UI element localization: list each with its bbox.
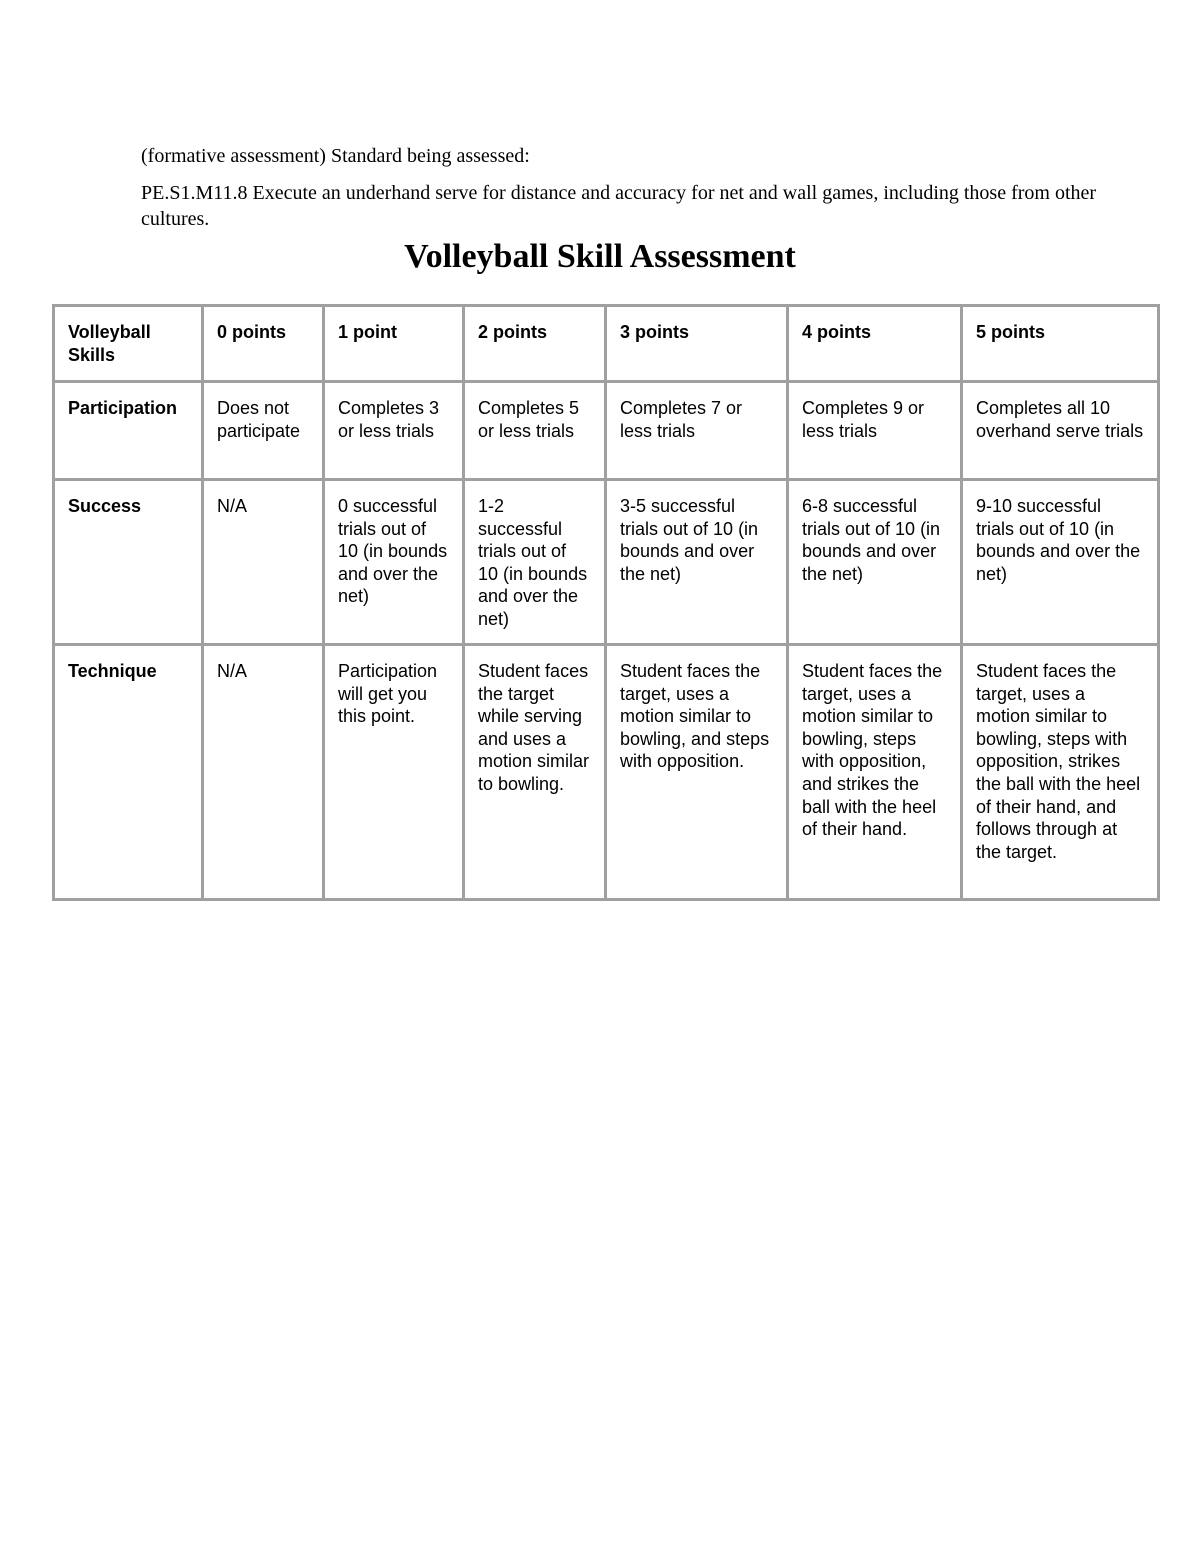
header-volleyball-skills: Volleyball Skills xyxy=(54,306,203,382)
header-1-point: 1 point xyxy=(324,306,464,382)
row-label-participation: Participation xyxy=(54,382,203,480)
table-cell: Completes 7 or less trials xyxy=(606,382,788,480)
table-row-technique xyxy=(54,645,1159,900)
header-2-points: 2 points xyxy=(464,306,606,382)
table-cell: Completes 3 or less trials xyxy=(324,382,464,480)
header-4-points: 4 points xyxy=(788,306,962,382)
table-cell: Completes 5 or less trials xyxy=(464,382,606,480)
table-cell: Completes 9 or less trials xyxy=(788,382,962,480)
table-cell: N/A xyxy=(203,645,324,900)
row-label-success: Success xyxy=(54,480,203,645)
table-cell: Student faces the target, uses a motion similar to bowling, steps with opposition, strikes the ball with the heel of their hand, and follows through at the target. xyxy=(962,645,1159,900)
table-row-success xyxy=(54,480,1159,645)
table-row-participation xyxy=(54,382,1159,480)
table-cell: Student faces the target, uses a motion similar to bowling, and steps with opposition. xyxy=(606,645,788,900)
page-title: Volleyball Skill Assessment xyxy=(404,238,796,275)
rubric-table xyxy=(52,304,1160,901)
table-cell: Participation will get you this point. xyxy=(324,645,464,900)
table-cell: 6-8 successful trials out of 10 (in bounds and over the net) xyxy=(788,480,962,645)
header-5-points: 5 points xyxy=(962,306,1159,382)
table-cell: Student faces the target, uses a motion similar to bowling, steps with opposition, and strikes the ball with the heel of their hand. xyxy=(788,645,962,900)
intro-block xyxy=(141,143,1101,232)
table-cell: Does not participate xyxy=(203,382,324,480)
table-cell: Student faces the target while serving and uses a motion similar to bowling. xyxy=(464,645,606,900)
row-label-technique: Technique xyxy=(54,645,203,900)
table-cell: 1-2 successful trials out of 10 (in bounds and over the net) xyxy=(464,480,606,645)
table-cell: 3-5 successful trials out of 10 (in bounds and over the net) xyxy=(606,480,788,645)
table-cell: 9-10 successful trials out of 10 (in bounds and over the net) xyxy=(962,480,1159,645)
header-0-points: 0 points xyxy=(203,306,324,382)
standard-text: PE.S1.M11.8 Execute an underhand serve for distance and accuracy for net and wall games, including those from other cultures. xyxy=(141,182,1097,230)
table-cell: N/A xyxy=(203,480,324,645)
header-3-points: 3 points xyxy=(606,306,788,382)
table-header-row xyxy=(54,306,1159,382)
table-cell: Completes all 10 overhand serve trials xyxy=(962,382,1159,480)
table-cell: 0 successful trials out of 10 (in bounds and over the net) xyxy=(324,480,464,645)
assessment-type-line: (formative assessment) Standard being assessed: xyxy=(141,145,530,167)
